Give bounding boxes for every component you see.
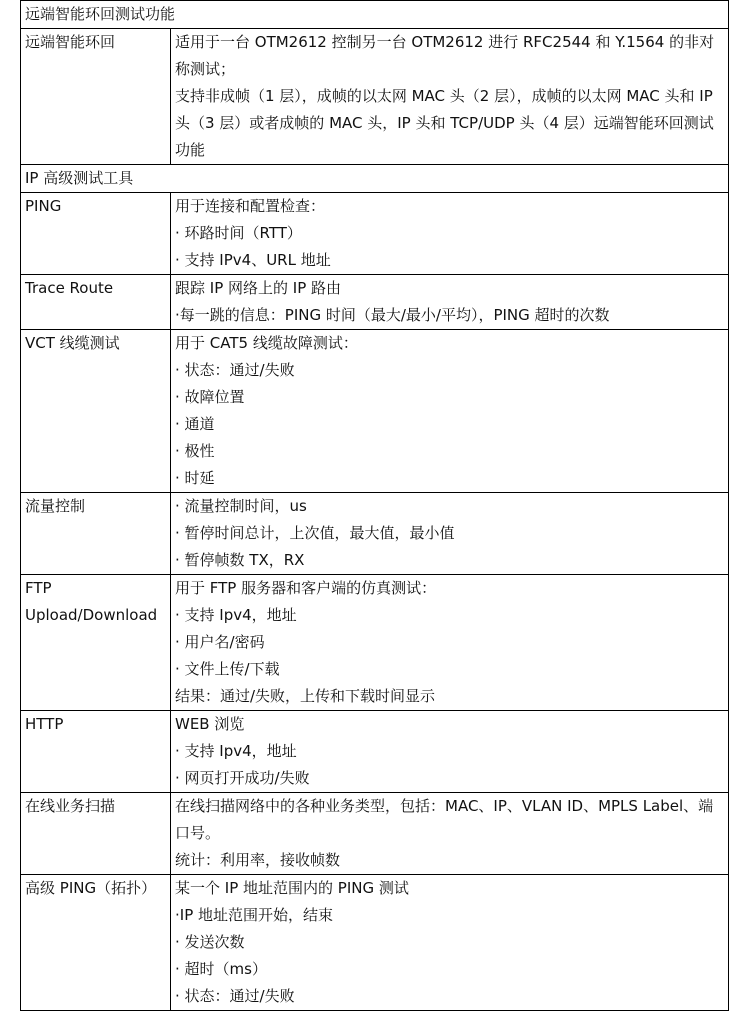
description-line: ·每一跳的信息：PING 时间（最大/最小/平均），PING 超时的次数 [175,306,610,324]
feature-name-cell [21,711,171,793]
feature-name: Trace Route [25,279,114,297]
description-line: · 状态：通过/失败 [175,361,295,379]
feature-name: 流量控制 [25,497,86,515]
description-line: 在线扫描网络中的各种业务类型，包括：MAC、IP、VLAN ID、MPLS Label、端口号。 [175,797,714,842]
description-line: · 发送次数 [175,933,245,951]
description-line: · 极性 [175,442,215,460]
feature-description-cell [171,29,729,165]
description-line: · 文件上传/下载 [175,660,280,678]
section-title: 远端智能环回测试功能 [21,1,729,29]
feature-description-cell [171,330,729,493]
feature-name: 远端智能环回 [25,33,116,51]
description-line: · 通道 [175,415,215,433]
section-title: IP 高级测试工具 [21,165,729,193]
description-line: 用于 FTP 服务器和客户端的仿真测试： [175,579,437,597]
feature-name-cell [21,193,171,275]
description-line: 用于 CAT5 线缆故障测试： [175,334,358,352]
description-line: 跟踪 IP 网络上的 IP 路由 [175,279,342,297]
description-line: · 故障位置 [175,388,245,406]
description-line: · 超时（ms） [175,960,267,978]
description-line: · 网页打开成功/失败 [175,769,310,787]
description-line: · 支持 Ipv4，地址 [175,606,297,624]
description-line: 用于连接和配置检查： [175,197,326,215]
feature-name-cell [21,793,171,875]
feature-name-cell [21,275,171,330]
feature-name-cell [21,493,171,575]
table-row [21,493,729,575]
description-line: · 支持 Ipv4，地址 [175,742,297,760]
description-line: 某一个 IP 地址范围内的 PING 测试 [175,879,409,897]
description-line: 结果：通过/失败，上传和下载时间显示 [175,687,436,705]
feature-name: HTTP [25,715,64,733]
table-row [21,875,729,1011]
feature-name: PING [25,197,62,215]
description-line: 统计：利用率，接收帧数 [175,851,341,869]
description-line: · 暂停时间总计，上次值，最大值，最小值 [175,524,455,542]
table-row [21,29,729,165]
description-line: · 时延 [175,469,215,487]
description-line: · 状态：通过/失败 [175,987,295,1005]
feature-name: Upload/Download [25,606,158,624]
table-row [21,575,729,711]
feature-description-cell [171,793,729,875]
description-line: WEB 浏览 [175,715,245,733]
description-line: 适用于一台 OTM2612 控制另一台 OTM2612 进行 RFC2544 和 Y.1564 的非对称测试； [175,33,715,78]
feature-name: 高级 PING（拓扑） [25,879,157,897]
feature-description-cell [171,193,729,275]
feature-name: 在线业务扫描 [25,797,116,815]
description-line: ·IP 地址范围开始，结束 [175,906,334,924]
description-line: · 支持 IPv4、URL 地址 [175,251,331,269]
feature-description-cell [171,875,729,1011]
section-header-row [21,165,729,193]
spec-table [20,0,729,1011]
table-row [21,793,729,875]
description-line: · 环路时间（RTT） [175,224,302,242]
table-row [21,193,729,275]
feature-name-cell [21,29,171,165]
feature-name: VCT 线缆测试 [25,334,120,352]
feature-description-cell [171,275,729,330]
feature-name-cell [21,575,171,711]
description-line: 支持非成帧（1 层），成帧的以太网 MAC 头（2 层），成帧的以太网 MAC 头和 IP 头（3 层）或者成帧的 MAC 头，IP 头和 TCP/UDP 头（4 层）远端智能环回测试功能 [175,87,714,159]
feature-description-cell [171,493,729,575]
feature-name-cell [21,330,171,493]
feature-name-cell [21,875,171,1011]
description-line: · 流量控制时间，us [175,497,307,515]
table-row [21,330,729,493]
table-row [21,711,729,793]
table-row [21,275,729,330]
feature-description-cell [171,575,729,711]
feature-description-cell [171,711,729,793]
feature-name: FTP [25,579,52,597]
description-line: · 暂停帧数 TX，RX [175,551,305,569]
section-header-row [21,1,729,29]
description-line: · 用户名/密码 [175,633,265,651]
